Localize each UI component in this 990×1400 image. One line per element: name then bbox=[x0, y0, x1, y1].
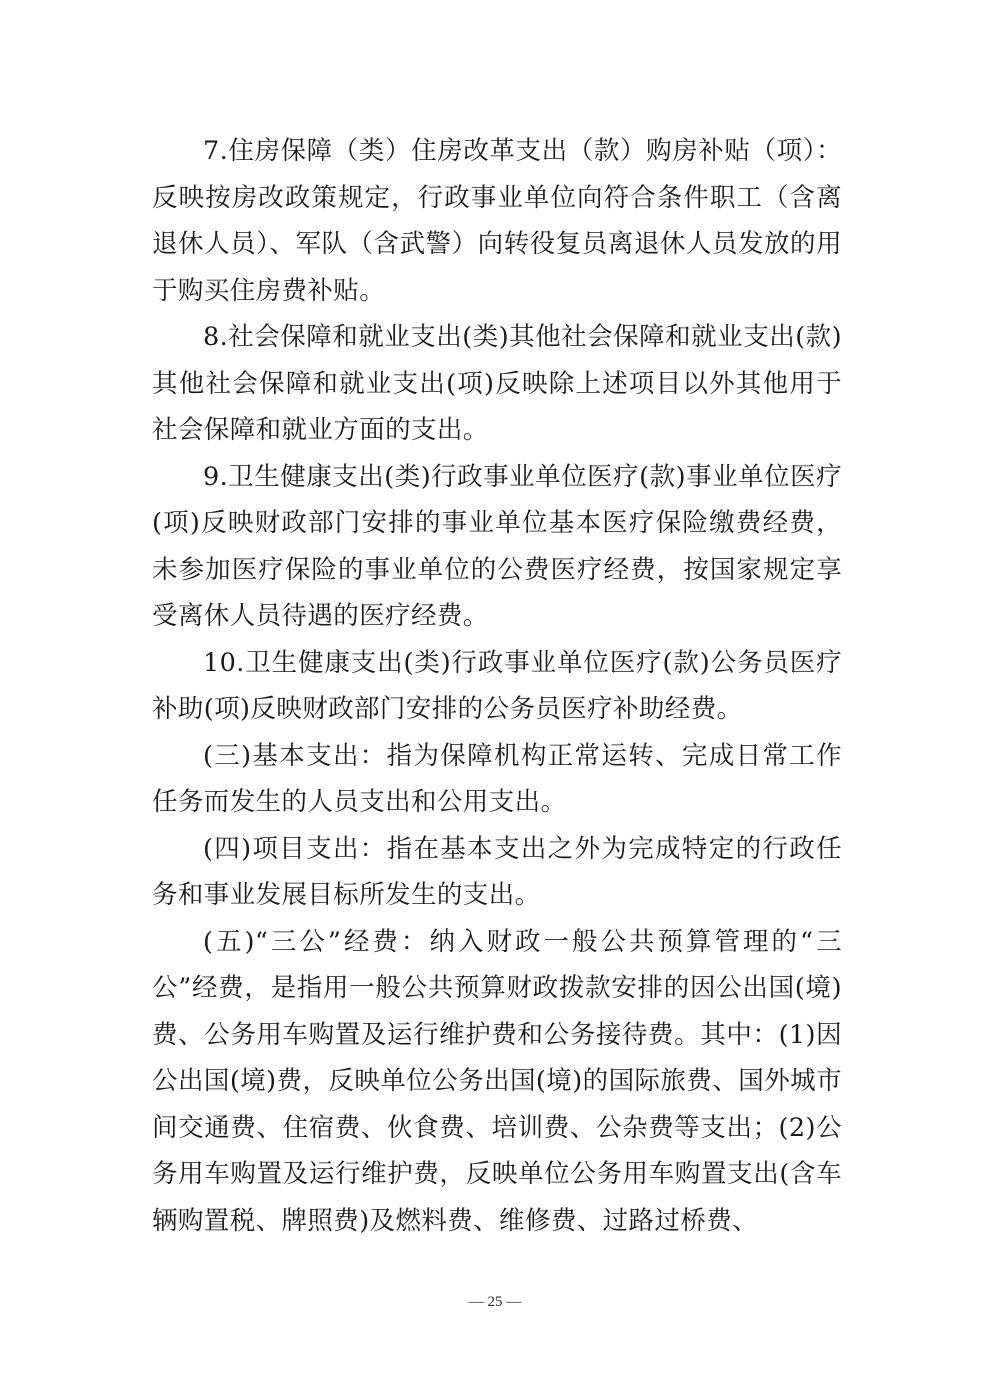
document-body bbox=[152, 128, 842, 1244]
paragraph-three-public-funds: (五)“三公”经费：纳入财政一般公共预算管理的“三公”经费，是指用一般公共预算财政拨款安排的因公出国(境)费、公务用车购置及运行维护费和公务接待费。其中：(1)因公出国(境)费，反映单位公务出国(境)的国际旅费、国外城市间交通费、住宿费、伙食费、培训费、公杂费等支出；(2)公务用车购置及运行维护费，反映单位公务用车购置支出(含车辆购置税、牌照费)及燃料费、维修费、过路过桥费、 bbox=[152, 926, 842, 1236]
paragraph-public-institution-medical: 9.卫生健康支出(类)行政事业单位医疗(款)事业单位医疗(项)反映财政部门安排的事业单位基本医疗保险缴费经费，未参加医疗保险的事业单位的公费医疗经费，按国家规定享受离休人员待遇的医疗经费。 bbox=[152, 461, 842, 631]
page-number: — 25 — bbox=[468, 1294, 522, 1310]
paragraph-social-security: 8.社会保障和就业支出(类)其他社会保障和就业支出(款)其他社会保障和就业支出(项)反映除上述项目以外其他用于社会保障和就业方面的支出。 bbox=[152, 322, 842, 445]
paragraph-housing-subsidy: 7.住房保障（类）住房改革支出（款）购房补贴（项）：反映按房改政策规定，行政事业单位向符合条件职工（含离退休人员）、军队（含武警）向转役复员离退休人员发放的用于购买住房费补贴。 bbox=[152, 136, 842, 306]
paragraph-basic-expenditure: (三)基本支出：指为保障机构正常运转、完成日常工作任务而发生的人员支出和公用支出。 bbox=[152, 740, 842, 817]
paragraph-civil-servant-medical: 10.卫生健康支出(类)行政事业单位医疗(款)公务员医疗补助(项)反映财政部门安排的公务员医疗补助经费。 bbox=[152, 647, 842, 724]
paragraph-project-expenditure: (四)项目支出：指在基本支出之外为完成特定的行政任务和事业发展目标所发生的支出。 bbox=[152, 833, 842, 910]
